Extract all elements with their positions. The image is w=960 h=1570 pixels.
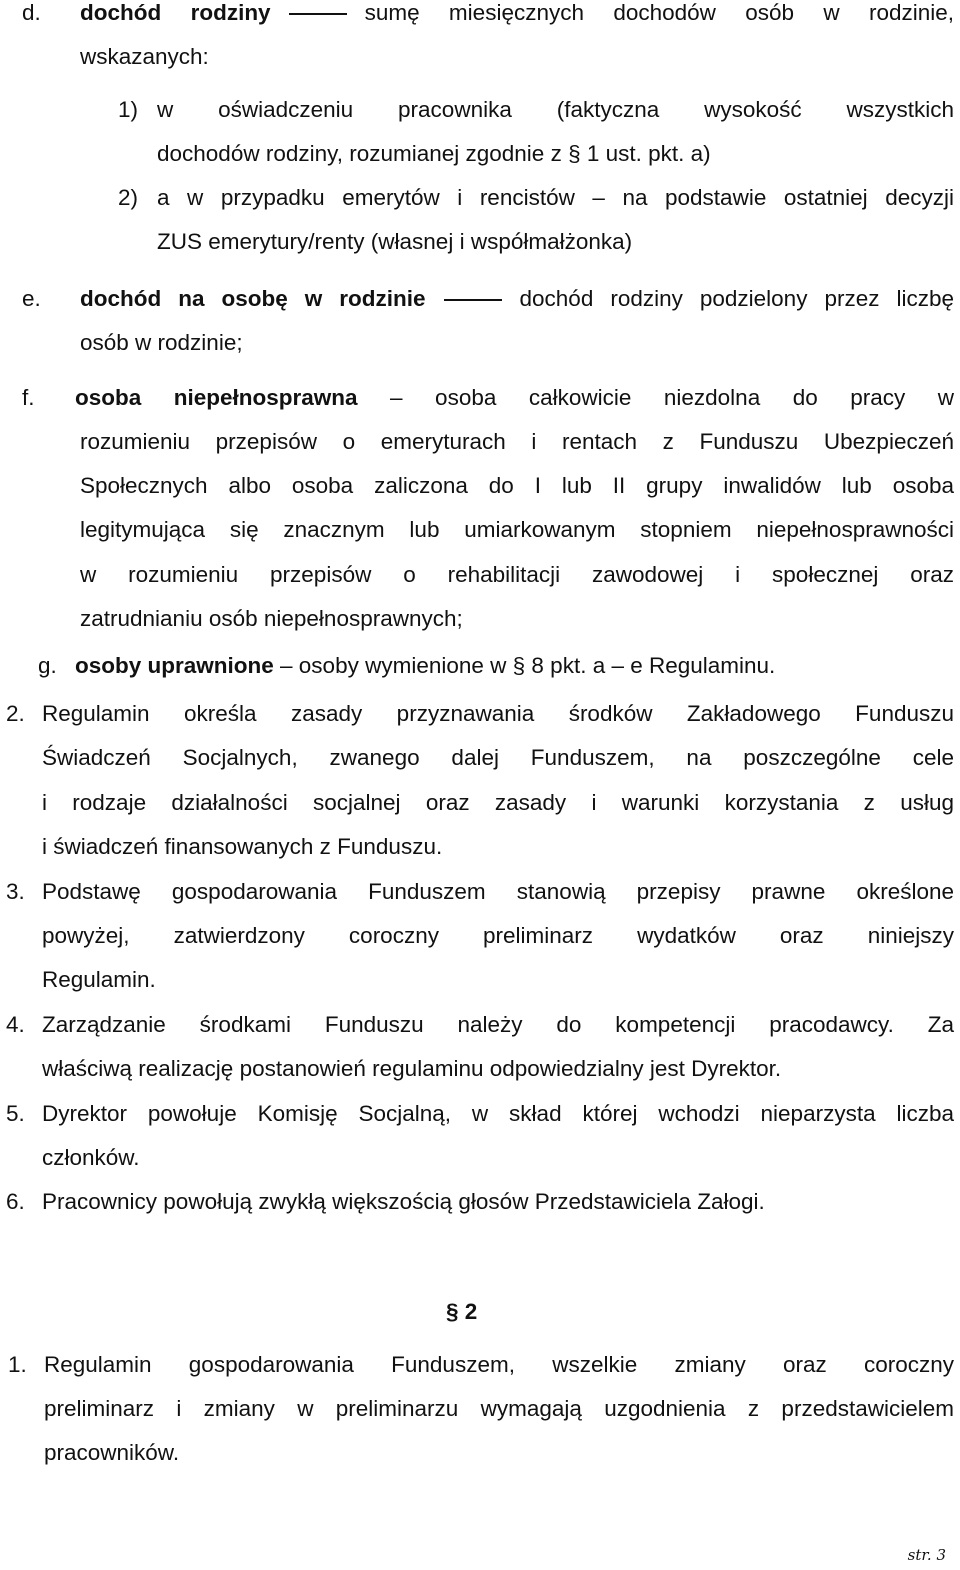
definition-f-line3: Społecznych albo osoba zaliczona do I lub II grupy inwalidów lub osoba (80, 473, 954, 498)
definition-f-text: – osoba całkowicie niezdolna do pracy w (390, 385, 954, 410)
point-2-line2: Świadczeń Socjalnych, zwanego dalej Funduszem, na poszczególne cele (42, 745, 954, 770)
point-3-line2: powyżej, zatwierdzony coroczny preliminarz wydatków oraz niniejszy (42, 923, 954, 948)
section-heading: § 2 (446, 1299, 478, 1324)
definition-f-line2: rozumieniu przepisów o emeryturach i rentach z Funduszu Ubezpieczeń (80, 429, 954, 454)
point-4-line2: właściwą realizację postanowień regulaminu odpowiedzialny jest Dyrektor. (42, 1056, 782, 1081)
point-2-line3: i rodzaje działalności socjalnej oraz zasady i warunki korzystania z usług (42, 790, 954, 815)
sub-label-2: 2) (118, 185, 139, 210)
point-3-line3: Regulamin. (42, 967, 156, 992)
term-e: dochód na osobę w rodzinie (80, 286, 426, 311)
definition-g-text: – osoby wymienione w § 8 pkt. a – e Regulaminu. (280, 653, 776, 678)
definition-e-cont: osób w rodzinie; (80, 330, 243, 355)
section-point-1-line2: preliminarz i zmiany w preliminarzu wymagają uzgodnienia z przedstawicielem (44, 1396, 954, 1421)
point-num-5: 5. (6, 1101, 25, 1126)
definition-d-text: sumę miesięcznych dochodów osób w rodzinie, (364, 0, 954, 25)
em-dash (444, 299, 502, 301)
sub-item-1-line1: w oświadczeniu pracownika (faktyczna wysokość wszystkich (157, 97, 954, 122)
sub-item-2-line2: ZUS emerytury/renty (własnej i współmałżonka) (157, 229, 633, 254)
item-label-e: e. (22, 286, 41, 311)
definition-e (80, 277, 954, 321)
page-number: str. 3 (907, 1546, 946, 1564)
term-d: dochód rodziny (80, 0, 271, 25)
point-3-line1: Podstawę gospodarowania Funduszem stanowią przepisy prawne określone (42, 879, 954, 904)
definition-f-line6: zatrudnianiu osób niepełnosprawnych; (80, 606, 463, 631)
sub-label-1: 1) (118, 97, 139, 122)
point-num-2: 2. (6, 701, 25, 726)
item-label-f: f. (22, 385, 35, 410)
item-label-g: g. (38, 653, 57, 678)
section-point-1-line1: Regulamin gospodarowania Funduszem, wszelkie zmiany oraz coroczny (44, 1352, 954, 1377)
point-num-4: 4. (6, 1012, 25, 1037)
definition-g (75, 644, 775, 688)
definition-f-line5: w rozumieniu przepisów o rehabilitacji zawodowej i społecznej oraz (80, 562, 954, 587)
term-g: osoby uprawnione (75, 653, 274, 678)
em-dash (289, 13, 347, 15)
section-point-num-1: 1. (8, 1352, 27, 1377)
point-2-line1: Regulamin określa zasady przyznawania środków Zakładowego Funduszu (42, 701, 954, 726)
definition-f-line1 (75, 376, 954, 420)
definition-d (80, 0, 954, 35)
point-6-line1: Pracownicy powołują zwykłą większością głosów Przedstawiciela Załogi. (42, 1189, 765, 1214)
point-5-line2: członków. (42, 1145, 140, 1170)
item-label-d: d. (22, 0, 41, 25)
definition-e-text: dochód rodziny podzielony przez liczbę (519, 286, 954, 311)
definition-d-cont: wskazanych: (80, 44, 209, 69)
point-num-6: 6. (6, 1189, 25, 1214)
definition-f-line4: legitymująca się znacznym lub umiarkowanym stopniem niepełnosprawności (80, 517, 954, 542)
point-2-line4: i świadczeń finansowanych z Funduszu. (42, 834, 443, 859)
point-4-line1: Zarządzanie środkami Funduszu należy do kompetencji pracodawcy. Za (42, 1012, 954, 1037)
term-f: osoba niepełnosprawna (75, 385, 358, 410)
sub-item-2-line1: a w przypadku emerytów i rencistów – na podstawie ostatniej decyzji (157, 185, 954, 210)
point-num-3: 3. (6, 879, 25, 904)
section-point-1-line3: pracowników. (44, 1440, 180, 1465)
point-5-line1: Dyrektor powołuje Komisję Socjalną, w skład której wchodzi nieparzysta liczba (42, 1101, 954, 1126)
sub-item-1-line2: dochodów rodziny, rozumianej zgodnie z § 1 ust. pkt. a) (157, 141, 711, 166)
